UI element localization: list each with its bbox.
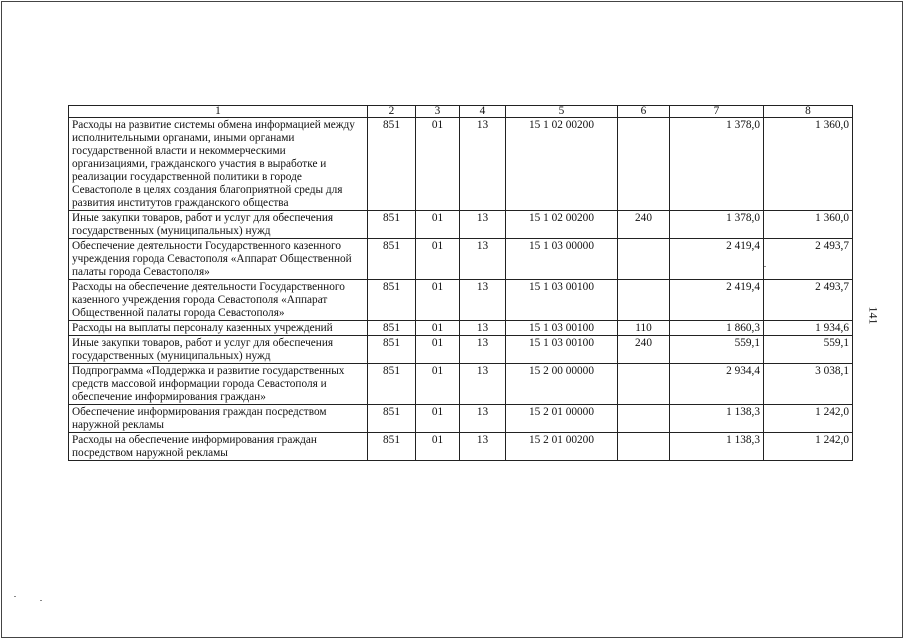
amount-year2-cell: 3 038,1 (764, 364, 853, 405)
amount-year2-cell: 1 242,0 (764, 405, 853, 433)
amount-year2-cell: 1 360,0 (764, 118, 853, 211)
section-code-cell: 01 (416, 211, 460, 239)
table-row (69, 239, 853, 280)
scan-speck (40, 600, 42, 601)
subsection-code-cell: 13 (460, 239, 506, 280)
section-code-cell: 01 (416, 336, 460, 364)
table-row (69, 321, 853, 336)
ministry-code-cell: 851 (368, 405, 416, 433)
subsection-code-cell: 13 (460, 364, 506, 405)
header-cell: 2 (368, 106, 416, 118)
row-name-cell: Расходы на выплаты персоналу казенных учреждений (69, 321, 368, 336)
target-article-cell: 15 1 03 00100 (506, 321, 618, 336)
header-cell: 1 (69, 106, 368, 118)
ministry-code-cell: 851 (368, 336, 416, 364)
header-row (69, 106, 853, 118)
amount-year1-cell: 1 138,3 (670, 433, 764, 461)
target-article-cell: 15 1 03 00100 (506, 280, 618, 321)
table-row (69, 336, 853, 364)
ministry-code-cell: 851 (368, 280, 416, 321)
page-number: 141 (866, 306, 881, 325)
section-code-cell: 01 (416, 405, 460, 433)
target-article-cell: 15 1 03 00000 (506, 239, 618, 280)
row-name-cell: Обеспечение информирования граждан посредством наружной рекламы (69, 405, 368, 433)
table-body (69, 118, 853, 461)
subsection-code-cell: 13 (460, 433, 506, 461)
section-code-cell: 01 (416, 118, 460, 211)
header-cell: 6 (618, 106, 670, 118)
header-cell: 3 (416, 106, 460, 118)
header-cell: 7 (670, 106, 764, 118)
amount-year1-cell: 1 378,0 (670, 211, 764, 239)
header-cell: 4 (460, 106, 506, 118)
section-code-cell: 01 (416, 321, 460, 336)
table-row (69, 280, 853, 321)
header-cell: 5 (506, 106, 618, 118)
section-code-cell: 01 (416, 280, 460, 321)
amount-year2-cell: 1 934,6 (764, 321, 853, 336)
amount-year2-cell: 2 493,7 (764, 239, 853, 280)
row-name-cell: Расходы на обеспечение информирования граждан посредством наружной рекламы (69, 433, 368, 461)
table-row (69, 433, 853, 461)
scan-speck (14, 596, 16, 597)
ministry-code-cell: 851 (368, 364, 416, 405)
subsection-code-cell: 13 (460, 321, 506, 336)
table-row (69, 118, 853, 211)
amount-year1-cell: 2 934,4 (670, 364, 764, 405)
target-article-cell: 15 1 02 00200 (506, 118, 618, 211)
section-code-cell: 01 (416, 364, 460, 405)
amount-year2-cell: 559,1 (764, 336, 853, 364)
row-name-cell: Обеспечение деятельности Государственного казенного учреждения города Севастополя «Аппарат Общественной палаты города Севастополя» (69, 239, 368, 280)
expense-type-cell (618, 433, 670, 461)
expense-type-cell (618, 280, 670, 321)
expense-type-cell (618, 364, 670, 405)
expense-type-cell: 240 (618, 336, 670, 364)
row-name-cell: Подпрограмма «Поддержка и развитие государственных средств массовой информации города Севастополя и обеспечение информирования граждан» (69, 364, 368, 405)
ministry-code-cell: 851 (368, 433, 416, 461)
target-article-cell: 15 1 03 00100 (506, 336, 618, 364)
target-article-cell: 15 2 00 00000 (506, 364, 618, 405)
subsection-code-cell: 13 (460, 280, 506, 321)
amount-year1-cell: 1 860,3 (670, 321, 764, 336)
subsection-code-cell: 13 (460, 211, 506, 239)
table-row (69, 211, 853, 239)
subsection-code-cell: 13 (460, 405, 506, 433)
scan-speck (764, 266, 766, 267)
amount-year1-cell: 559,1 (670, 336, 764, 364)
section-code-cell: 01 (416, 433, 460, 461)
expense-type-cell: 240 (618, 211, 670, 239)
expense-type-cell (618, 118, 670, 211)
amount-year2-cell: 2 493,7 (764, 280, 853, 321)
header-cell: 8 (764, 106, 853, 118)
row-name-cell: Иные закупки товаров, работ и услуг для обеспечения государственных (муниципальных) нужд (69, 211, 368, 239)
target-article-cell: 15 2 01 00200 (506, 433, 618, 461)
subsection-code-cell: 13 (460, 336, 506, 364)
expense-type-cell (618, 239, 670, 280)
amount-year2-cell: 1 242,0 (764, 433, 853, 461)
section-code-cell: 01 (416, 239, 460, 280)
table-row (69, 405, 853, 433)
row-name-cell: Расходы на обеспечение деятельности Государственного казенного учреждения города Севастополя «Аппарат Общественной палаты города Севастополя» (69, 280, 368, 321)
ministry-code-cell: 851 (368, 211, 416, 239)
row-name-cell: Расходы на развитие системы обмена информацией между исполнительными органами, иными органами государственной власти и некоммерческими организациями, гражданского участия в выработке и реализации государственной политики в городе Севастополе в целях создания благоприятной среды для развития институтов гражданского общества (69, 118, 368, 211)
amount-year1-cell: 1 378,0 (670, 118, 764, 211)
target-article-cell: 15 1 02 00200 (506, 211, 618, 239)
amount-year1-cell: 2 419,4 (670, 239, 764, 280)
amount-year1-cell: 1 138,3 (670, 405, 764, 433)
amount-year2-cell: 1 360,0 (764, 211, 853, 239)
ministry-code-cell: 851 (368, 321, 416, 336)
budget-table (68, 105, 853, 461)
expense-type-cell: 110 (618, 321, 670, 336)
table-row (69, 364, 853, 405)
ministry-code-cell: 851 (368, 239, 416, 280)
ministry-code-cell: 851 (368, 118, 416, 211)
amount-year1-cell: 2 419,4 (670, 280, 764, 321)
target-article-cell: 15 2 01 00000 (506, 405, 618, 433)
row-name-cell: Иные закупки товаров, работ и услуг для обеспечения государственных (муниципальных) нужд (69, 336, 368, 364)
expense-type-cell (618, 405, 670, 433)
subsection-code-cell: 13 (460, 118, 506, 211)
